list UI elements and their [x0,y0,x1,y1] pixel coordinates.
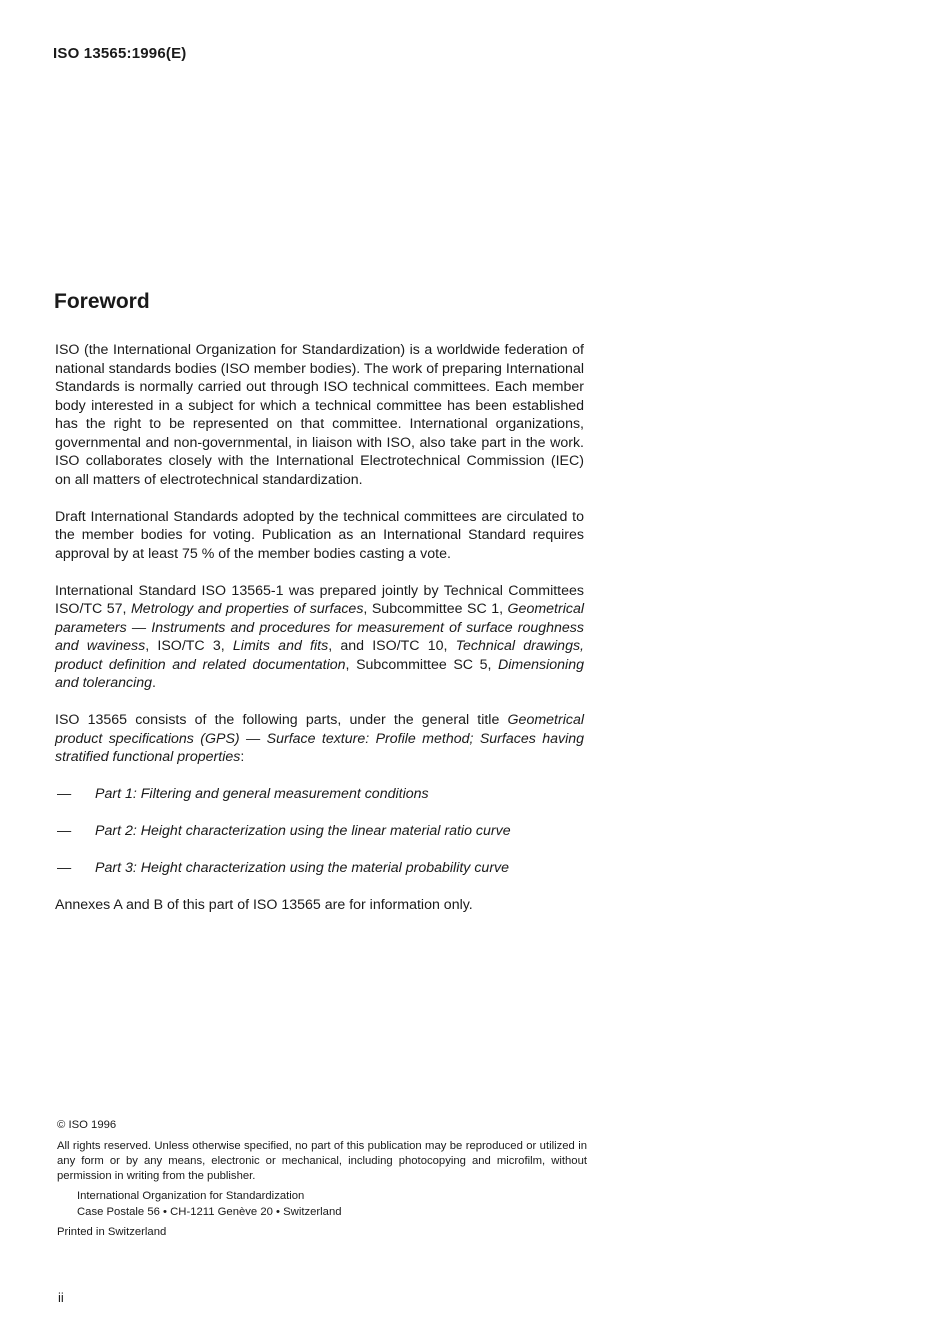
part-number: Part 2: [95,823,137,839]
part-number: Part 1: [95,786,137,802]
paragraph-iso-description: ISO (the International Organization for Standardization) is a worldwide federation of national standards bodies (ISO member bodies). The work of preparing International Standards is normally carried out through ISO technical committees. Each member body interested in a subject for which a technical committee has been established has the right to be represented on that committee. International organizations, governmental and non-governmental, in liaison with ISO, also take part in the work. ISO collaborates closely with the International Electrotechnical Commission (IEC) on all matters of electrotechnical standardization. [55,342,584,488]
list-dash: — [57,823,72,839]
list-dash: — [57,860,72,876]
publisher-address [77,1188,587,1220]
text-run: , ISO/TC 3, [145,638,233,654]
committee-title: Technical drawings, product definition and related documentation [55,638,584,673]
general-title: Geometrical product specifications (GPS) — Surface texture: Profile method; Surfaces having stratified functional properties [55,712,584,765]
subcommittee-title: Dimensioning and tolerancing [55,656,584,691]
list-item [55,785,584,804]
list-dash: — [57,786,72,802]
list-item [55,859,584,878]
subcommittee-title: Geometrical parameters — Instruments and procedures for measurement of surface roughness and waviness [55,601,584,654]
foreword-body [55,341,584,933]
document-identifier: ISO 13565:1996(E) [53,45,187,62]
parts-list [55,785,584,878]
annex-note: Annexes A and B of this part of ISO 13565 are for information only. [55,897,473,913]
page-number: ii [58,1290,64,1305]
text-run: ISO 13565 consists of the following parts, under the general title [55,712,508,728]
copyright-block [57,1118,587,1240]
text-run: , Subcommittee SC 5, [345,656,499,673]
text-run: , Subcommittee SC 1, [363,601,508,617]
list-item [55,822,584,841]
text-run: . [152,675,156,691]
paragraph-draft-standards: Draft International Standards adopted by the technical committees are circulated to the member bodies for voting. Publication as an International Standard requires approval by at least 75 % of the member bodies casting a vote. [55,508,584,562]
section-title: Foreword [54,290,150,313]
text-run: , and ISO/TC 10, [328,638,456,654]
part-title: Height characterization using the material probability curve [140,860,510,876]
copyright-line: © ISO 1996 [57,1119,117,1131]
rights-notice: All rights reserved. Unless otherwise specified, no part of this publication may be reproduced or utilized in any form or by any means, electronic or mechanical, including photocopying and microfilm, without permission in writing from the publisher. [57,1140,587,1182]
part-title: Filtering and general measurement conditions [140,786,429,802]
organization-name: International Organization for Standardization [77,1190,305,1202]
paragraph-parts-intro [55,711,584,767]
paragraph-preparation [55,582,584,693]
text-run: International Standard ISO 13565-1 was prepared jointly by Technical Committees ISO/TC 57, [55,582,584,617]
text-run: : [240,749,245,765]
part-title: Height characterization using the linear material ratio curve [140,823,511,839]
committee-title: Metrology and properties of surfaces [130,601,364,617]
postal-address: Case Postale 56 • CH-1211 Genève 20 • Switzerland [77,1206,342,1218]
committee-title: Limits and fits [232,638,329,654]
part-number: Part 3: [95,860,137,876]
printed-in: Printed in Switzerland [57,1226,167,1238]
